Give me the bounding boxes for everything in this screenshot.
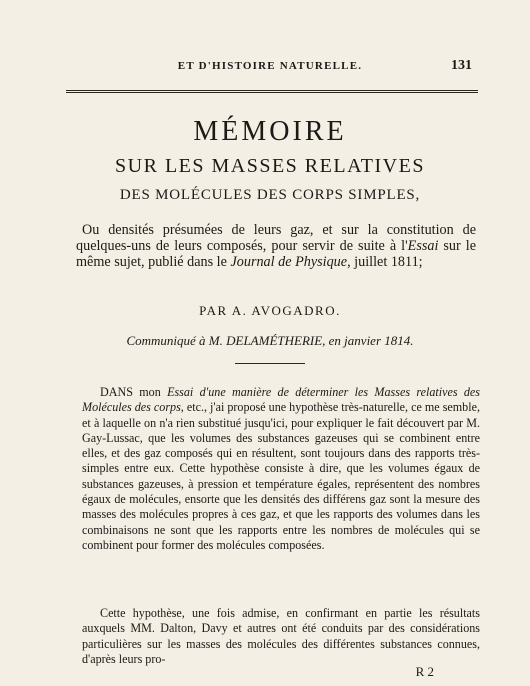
abstract-text-1: Ou densités présumées de leurs gaz, et sur la constitution de quelques-uns de leurs composés, pour servir de suite à l' (76, 222, 476, 254)
p1-lead: DANS mon (100, 385, 168, 399)
article-title: MÉMOIRE (193, 116, 347, 147)
communication-note: Communiqué à M. DELAMÉTHERIE, en janvier 1814. (126, 333, 414, 348)
p1-italic-title: Essai d'une manière de déterminer les Masses relatives des Molécules des corps (82, 385, 480, 415)
section-divider (235, 363, 305, 364)
abstract-text-2: sur le même sujet, publié dans le (76, 238, 476, 270)
page-number: 131 (451, 58, 472, 73)
abstract-essai: Essai (407, 238, 439, 254)
author-line: PAR A. AVOGADRO. (199, 303, 341, 318)
abstract-text-3: , juillet 1811; (347, 254, 423, 270)
p1-body: , etc., j'ai proposé une hypothèse très-naturelle, ce me semble, et à laquelle on n'a rien substitué jusqu'ici, pour expliquer le fait découvert par M. Gay-Lussac, que les volumes des substances gazeuses qui se combinent entre elles, et des gaz composés qui en résultent, sont toujours dans des rapports très-simples entre eux. Cette hypothèse consiste à dire, que les volumes égaux de substances gazeuses, à pression et température égales, représentent des nombres égaux de molécules, ensorte que les densités des différens gaz sont la mesure des masses des molécules propres à ces gaz, et que les rapports des volumes dans les combinaisons ne sont que les rapports entre les nombres de molécules qui se combinent pour former des molécules composées. (82, 400, 480, 552)
article-subtitle-line1: SUR LES MASSES RELATIVES (115, 155, 425, 177)
abstract-journal: Journal de Physique (230, 254, 348, 270)
header-rule (66, 90, 478, 93)
paragraph-2: Cette hypothèse, une fois admise, en confirmant en partie les résultats auxquels MM. Dalton, Davy et autres ont été conduits par des considérations particulières sur les masses des molécules des différentes substances connues, d'après leurs pro- (82, 606, 480, 666)
paragraph-1 (82, 385, 480, 553)
article-subtitle-line2: DES MOLÉCULES DES CORPS SIMPLES, (119, 187, 421, 203)
signature-mark: R 2 (415, 664, 434, 679)
article-abstract (76, 222, 476, 270)
running-header: ET D'HISTOIRE NATURELLE. (177, 60, 363, 72)
